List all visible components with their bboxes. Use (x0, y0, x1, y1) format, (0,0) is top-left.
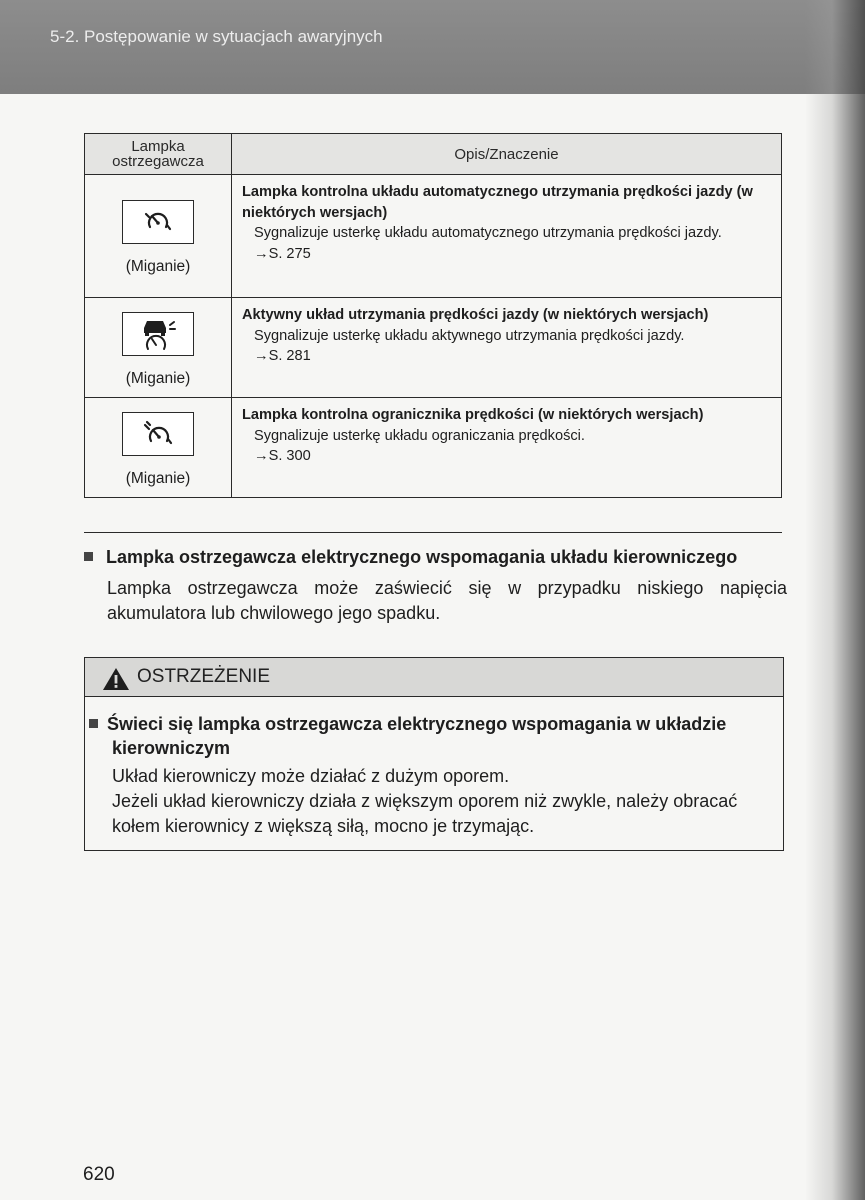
section-body: Lampka ostrzegawcza może zaświecić się w przypadku niskiego napięcia akumulatora lub chwilowego jego spadku. (107, 578, 787, 623)
warning-box (84, 657, 784, 851)
row-title: Lampka kontrolna ogranicznika prędkości (w niektórych wersjach) (242, 407, 704, 423)
warning-lights-table (84, 133, 782, 498)
table-header-row (85, 134, 782, 175)
icon-cell (85, 398, 232, 498)
row-description: Sygnalizuje usterkę układu ograniczania prędkości. (254, 427, 585, 444)
warning-triangle-icon (102, 667, 130, 691)
bullet-square-icon (89, 719, 98, 728)
description-cell (232, 298, 782, 398)
section-heading-text: Lampka ostrzegawcza elektrycznego wspomagania układu kierowniczego (106, 547, 738, 567)
warning-title-line1: Świeci się lampka ostrzegawcza elektrycznego wspomagania w układzie (107, 714, 727, 734)
bullet-square-icon (84, 552, 93, 561)
row-title: Aktywny układ utrzymania prędkości jazdy (w niektórych wersjach) (242, 307, 709, 323)
warning-label: OSTRZEŻENIE (137, 666, 271, 687)
warning-title-line2: kierowniczym (112, 738, 231, 758)
icon-caption: (Miganie) (125, 369, 191, 387)
page-reference: →S. 281 (254, 348, 311, 364)
icon-caption: (Miganie) (125, 469, 191, 487)
speedometer-cruise-warning-icon (122, 200, 194, 244)
section-title: 5-2. Postępowanie w sytuacjach awaryjnych (50, 27, 383, 46)
icon-caption: (Miganie) (125, 258, 191, 275)
column-header-lamp (85, 134, 232, 175)
table-row (85, 398, 782, 498)
column-header-lamp-line2: ostrzegawcza (112, 153, 204, 170)
table-row (85, 175, 782, 298)
page-reference: →S. 300 (254, 448, 311, 464)
warning-line1: Układ kierowniczy może działać z dużym oporem. (112, 766, 510, 786)
column-header-lamp-line1: Lampka (131, 138, 185, 155)
table-row (85, 298, 782, 398)
description-cell (232, 175, 782, 298)
warning-line2: Jeżeli układ kierowniczy działa z większym oporem niż zwykle, należy obracać kołem kierownicy z większą siłą, mocno je trzymając. (112, 791, 738, 836)
icon-cell (85, 175, 232, 298)
row-description: Sygnalizuje usterkę układu automatycznego utrzymania prędkości jazdy. (254, 225, 722, 241)
radar-cruise-warning-icon (122, 312, 194, 356)
column-header-description: Opis/Znaczenie (232, 134, 782, 175)
speed-limiter-warning-icon (122, 412, 194, 456)
divider (84, 532, 782, 533)
icon-cell (85, 298, 232, 398)
page-reference: →S. 275 (254, 245, 311, 262)
description-cell (232, 398, 782, 498)
warning-header (85, 658, 783, 697)
row-title: Lampka kontrolna układu automatycznego utrzymania prędkości jazdy (w niektórych wersjach) (242, 184, 753, 221)
warning-title (89, 712, 779, 760)
page-number: 620 (83, 1164, 115, 1185)
row-description: Sygnalizuje usterkę układu aktywnego utrzymania prędkości jazdy. (254, 327, 685, 344)
header-band (0, 0, 865, 94)
warning-body (112, 764, 772, 839)
binding-shadow (805, 0, 865, 1200)
section-heading (84, 547, 804, 568)
